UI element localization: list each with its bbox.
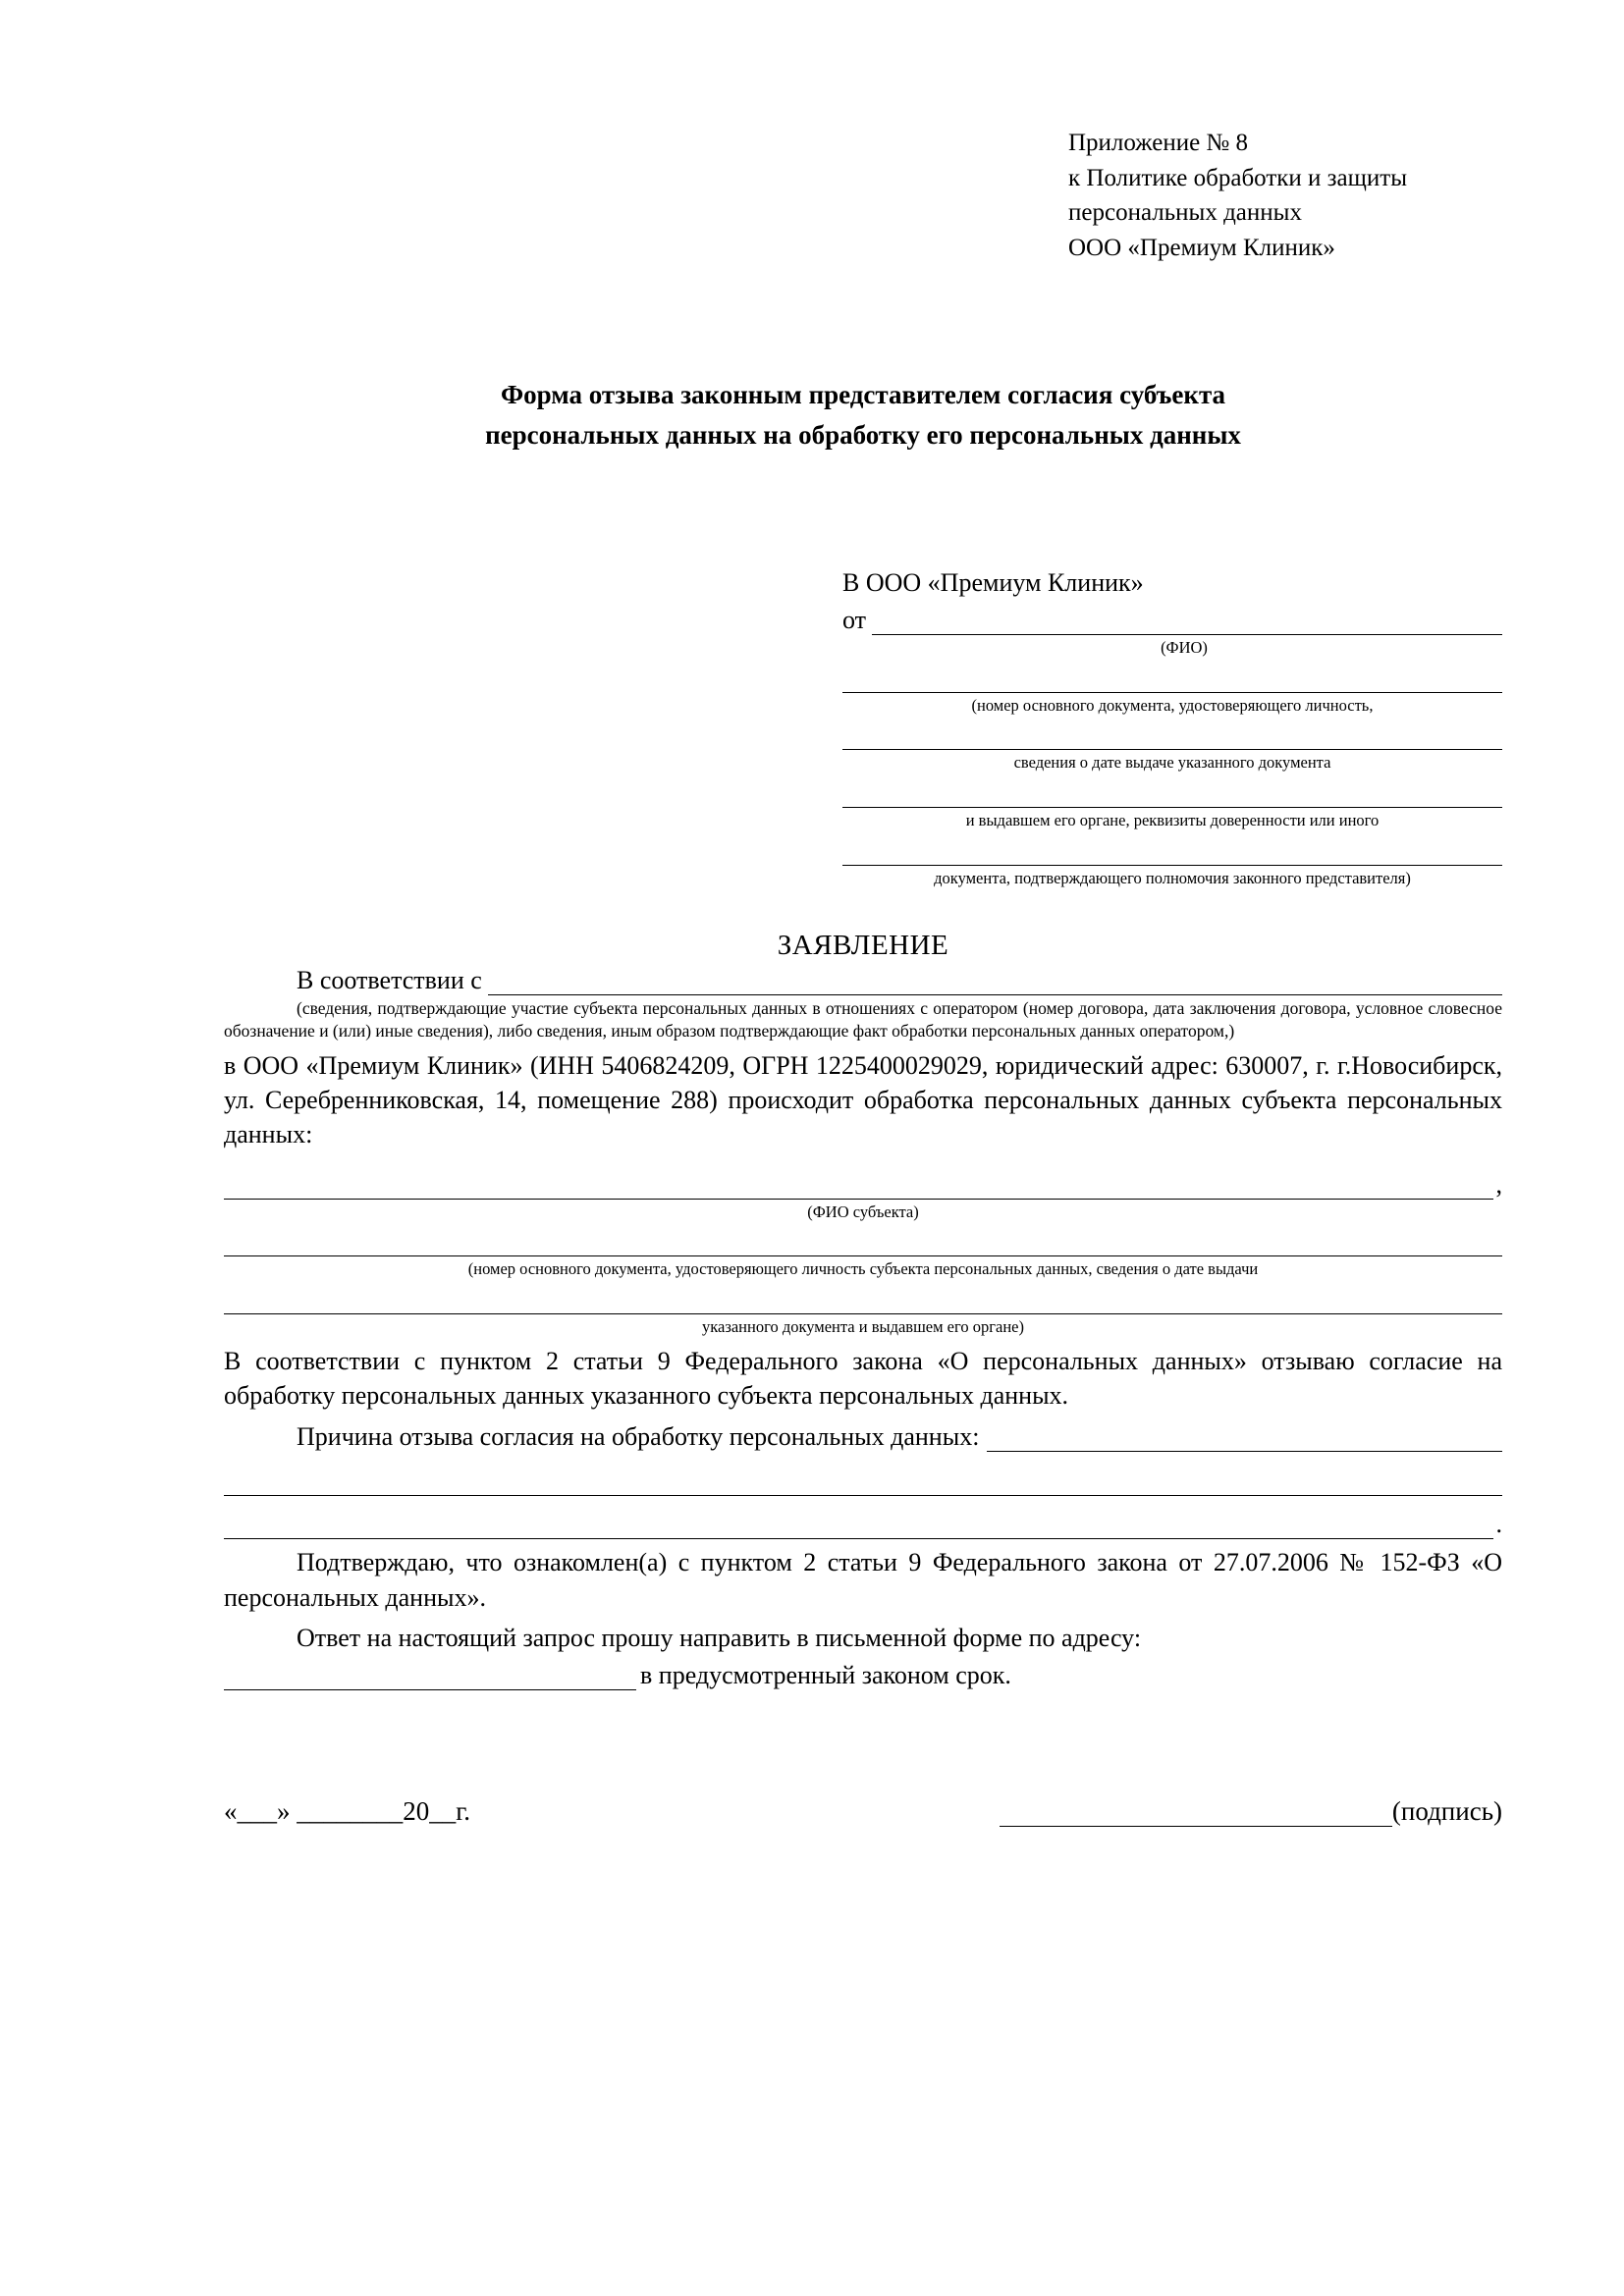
caption-fio: (ФИО) [1161,638,1208,657]
reply-address-row [224,1661,1502,1690]
signature-input-line[interactable] [1000,1800,1392,1827]
reason-row [224,1422,1502,1452]
appendix-header [1068,126,1502,265]
caption-subject-document: (номер основного документа, удостоверяющего личность субъекта персональных данных, сведения о дате выдачи [467,1259,1259,1279]
subject-organ-input-line[interactable] [224,1284,1502,1314]
statement-heading: ЗАЯВЛЕНИЕ [777,930,949,962]
reason-input-line-2[interactable] [224,1466,1502,1496]
signature-label: (подпись) [1391,1796,1502,1827]
from-input-line[interactable] [872,609,1502,635]
operator-paragraph: в ООО «Премиум Клиник» (ИНН 5406824209, ОГРН 1225400029029, юридический адрес: 630007, г. г.Новосибирск, ул. Серебренниковская, 14, помещение 288) происходит обработка персональных данных субъекта персональных данных: [224,1050,1502,1149]
caption-document-number: (номер основного документа, удостоверяющего личность, [971,695,1374,715]
document-title [224,375,1502,454]
in-accordance-label: В соответствии с [297,966,482,995]
appendix-header-line-1: Приложение № 8 [1068,130,1249,156]
appendix-header-line-3: персональных данных [1068,199,1302,226]
document-number-input-line[interactable] [842,663,1502,693]
caption-document-organ: и выдавшем его органе, реквизиты доверенности или иного [965,810,1380,829]
signature-row [224,1796,1502,1827]
document-organ-input-line[interactable] [842,777,1502,808]
period-glyph: . [1495,1510,1502,1539]
revoke-paragraph: В соответствии с пунктом 2 статьи 9 Федерального закона «О персональных данных» отзываю согласие на обработку персональных данных указанного субъекта персональных данных. [224,1346,1502,1410]
document-body [224,126,1502,1827]
addressee-organization: В ООО «Премиум Клиник» [842,568,1144,597]
reply-tail-label: в предусмотренный законом срок. [640,1661,1011,1690]
in-accordance-input-line[interactable] [488,969,1502,995]
subject-fio-input-line[interactable] [224,1171,1493,1200]
document-title-line-1: Форма отзыва законным представителем согласия субъекта [500,380,1226,409]
document-title-line-2: персональных данных на обработку его персональных данных [485,419,1241,450]
signature-date-field[interactable]: «___» ________20__г. [224,1796,471,1827]
in-accordance-row [224,966,1502,995]
comma-glyph: , [1495,1169,1502,1199]
caption-subject-fio: (ФИО субъекта) [807,1201,919,1221]
confirm-paragraph: Подтверждаю, что ознакомлен(а) с пунктом 2 статьи 9 Федерального закона от 27.07.2006 № 152-ФЗ «О персональных данных». [224,1548,1502,1612]
addressee-block [842,568,1502,888]
document-date-input-line[interactable] [842,720,1502,750]
caption-document-powers: документа, подтверждающего полномочия законного представителя) [934,868,1411,887]
reason-label: Причина отзыва согласия на обработку персональных данных: [297,1422,980,1452]
reply-address-input-line[interactable] [224,1664,636,1690]
appendix-header-line-4: ООО «Премиум Клиник» [1068,234,1335,261]
from-label: от [842,606,867,634]
subject-document-input-line[interactable] [224,1226,1502,1256]
subject-fio-field [224,1170,1502,1223]
appendix-header-line-2: к Политике обработки и защиты [1068,164,1408,191]
document-powers-input-line[interactable] [842,835,1502,866]
statement-note: (сведения, подтверждающие участие субъекта персональных данных в отношениях с оператором (номер договора, дата заключения договора, условное словесное обозначение и (или) иные сведения), либо сведения, иным образом подтверждающие факт обработки персональных данных оператором,) [224,998,1502,1041]
caption-document-date: сведения о дате выдаче указанного документа [1013,753,1331,773]
reply-paragraph: Ответ на настоящий запрос прошу направить в письменной форме по адресу: [297,1624,1142,1653]
reason-input-line-1[interactable] [987,1425,1502,1452]
from-field-row [842,606,1502,635]
signature-field-group [1000,1796,1502,1827]
caption-subject-organ: указанного документа и выдавшем его органе) [702,1316,1024,1336]
reason-input-line-3[interactable] [224,1513,1493,1539]
